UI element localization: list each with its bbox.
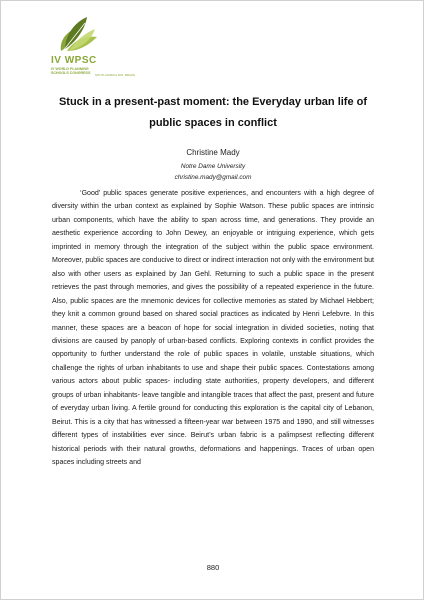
paper-title: Stuck in a present-past moment: the Everyday urban life of public spaces in conflict	[58, 96, 368, 129]
abstract-paragraph: ‘Good’ public spaces generate positive experiences, and encounters with a high degree of diversity within the urban context as explained by Sophie Watson. These public spaces are intrinsic urban components, which have the ability to span across time, and generations. They provide an aesthetic experience according to John Dewey, an enjoyable or intriguing experience, which gets imprinted in memory through the integration of the subject within the public space environment. Moreover, public spaces are conducive to direct or indirect interaction not only with the environment but also with other users as explained by Jan Gehl. Returning to such a public space in the present retrieves the past through memories, and gives the possibility of a repeated experience in the future. Also, public spaces are the mnemonic devices for collective memories as stated by Michael Hebbert; they knit a common ground based on shared social practices as indicated by Henri Lefebvre. In this manner, these spaces are a beacon of hope for social integration in divided societies, noting that divisions are caused by panoply of urban-based conflicts. Exploring contexts in conflict provides the opportunity to further understand the role of public spaces in volatile, unstable situations, which challenge the rights of urban inhabitants to use and shape their public spaces. Contestations among various actors about public spaces- including state authorities, property developers, and different groups of urban inhabitants- leave tangible and intangible traces that affect the past, present and future of everyday urban living. A fertile ground for conducting this exploration is the capital city of Lebanon, Beirut. This is a city that has witnessed a fifteen-year war between 1975 and 1990, and still witnesses different types of instabilities ever since. Beirut’s urban fabric is a palimpsest reflecting different historical periods with their natural growths, deformations and happenings. Traces of urban open spaces including streets and	[52, 190, 374, 467]
logo-subtitle: IV WORLD PLANNING SCHOOLS CONGRESS	[51, 67, 91, 76]
page-number: 880	[206, 563, 220, 572]
author-affiliation: Notre Dame University	[180, 163, 246, 170]
author-name: Christine Mady	[186, 148, 240, 157]
logo-title: IV WPSC	[51, 55, 97, 66]
logo-tagline: SOUTH AFRICA RIO, BRAZIL	[95, 73, 136, 77]
conference-logo	[51, 11, 171, 83]
leaf-logo-icon	[51, 11, 171, 55]
author-email: christine.mady@gmail.com	[174, 174, 252, 181]
